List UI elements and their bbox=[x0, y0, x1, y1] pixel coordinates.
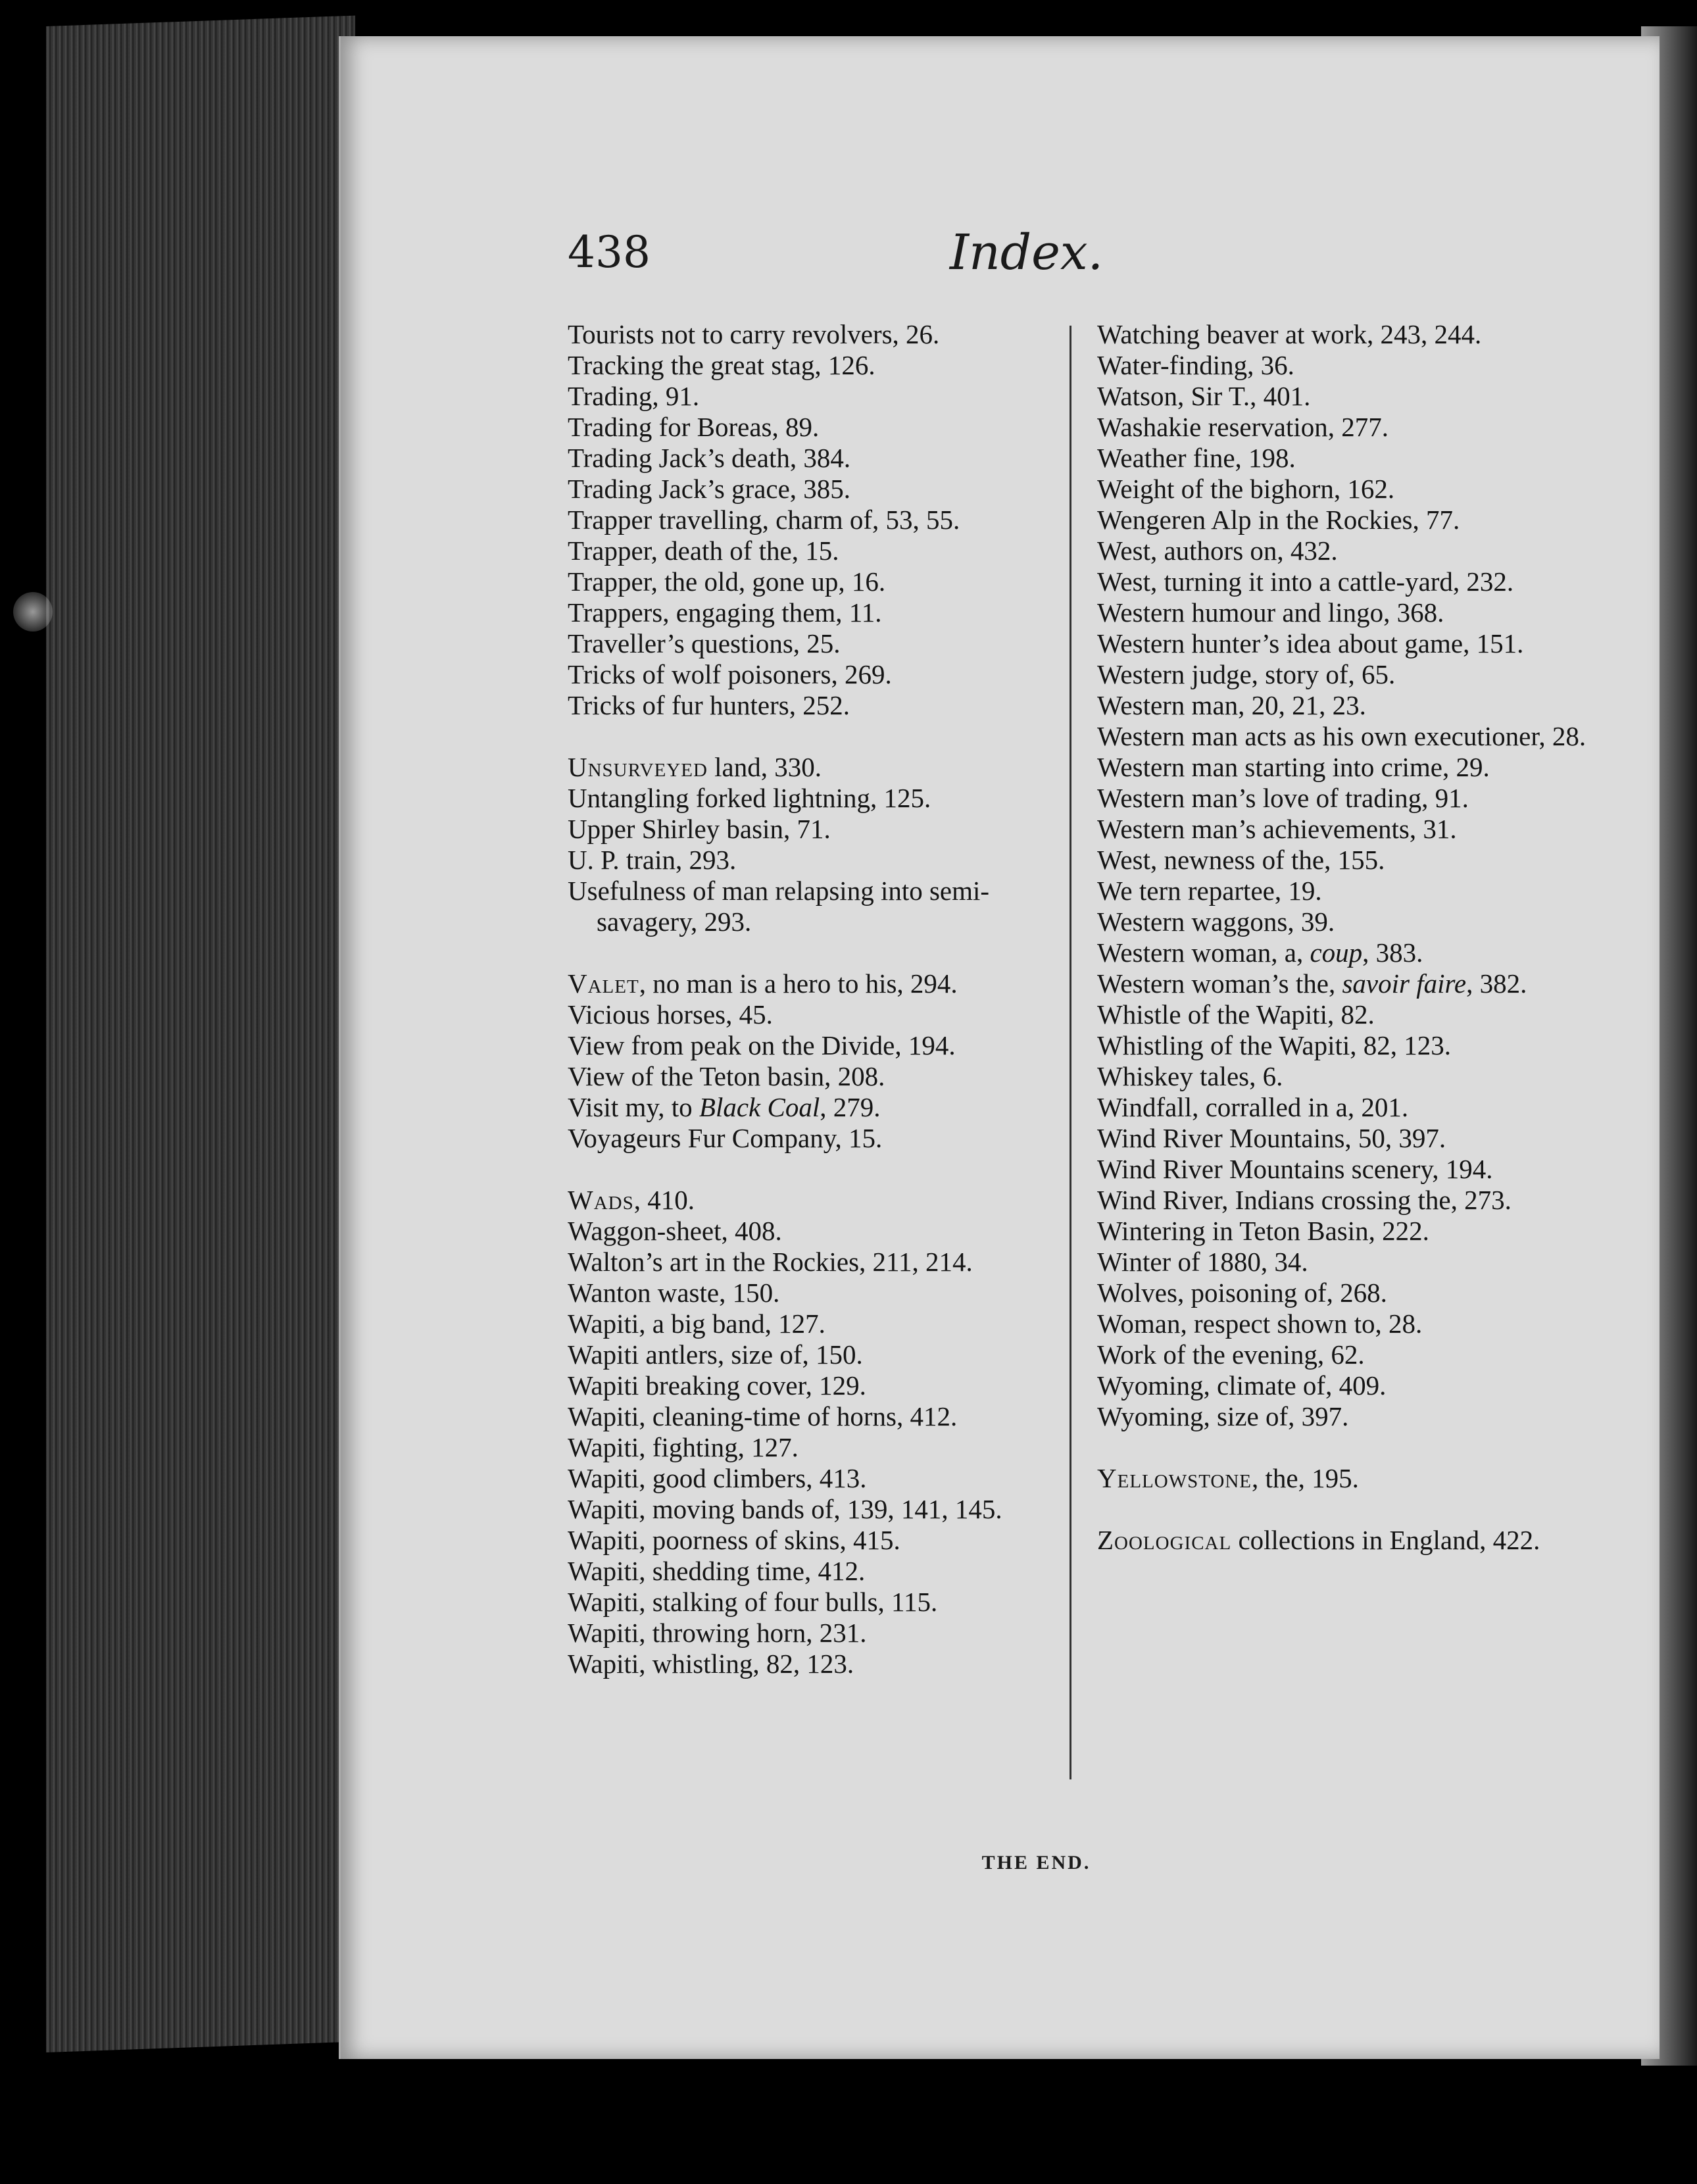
entry-text: land, 330. bbox=[707, 752, 822, 782]
entry-text: Wapiti, moving bands of, 139, 141, 145. bbox=[568, 1494, 1002, 1524]
index-entry bbox=[568, 1185, 1058, 1216]
entry-text: Washakie reservation, 277. bbox=[1097, 412, 1389, 442]
index-entry bbox=[1097, 845, 1597, 876]
entry-text: Work of the evening, 62. bbox=[1097, 1339, 1365, 1370]
entry-text: Usefulness of man relapsing into semi-savagery, 293. bbox=[568, 876, 990, 937]
entry-text: Trappers, engaging them, 11. bbox=[568, 597, 882, 628]
entry-text: , 410. bbox=[633, 1185, 695, 1215]
index-entry bbox=[568, 1587, 1058, 1618]
index-entry bbox=[568, 968, 1058, 999]
entry-text: Wyoming, size of, 397. bbox=[1097, 1401, 1349, 1431]
index-entry bbox=[568, 350, 1058, 381]
index-entry bbox=[568, 1432, 1058, 1463]
section-gap bbox=[568, 1154, 1058, 1185]
entry-text: Western humour and lingo, 368. bbox=[1097, 597, 1444, 628]
index-entry bbox=[568, 845, 1058, 876]
index-entry bbox=[568, 1308, 1058, 1339]
entry-text: West, authors on, 432. bbox=[1097, 535, 1338, 566]
book-edge bbox=[46, 16, 355, 2052]
index-entry bbox=[1097, 1463, 1597, 1494]
entry-text: Western man, 20, 21, 23. bbox=[1097, 690, 1366, 720]
section-gap bbox=[1097, 1432, 1597, 1463]
index-entry bbox=[568, 814, 1058, 845]
entry-text: Visit my, to bbox=[568, 1092, 699, 1122]
entry-text: Whistle of the Wapiti, 82. bbox=[1097, 999, 1375, 1030]
page-number: 438 bbox=[568, 227, 651, 278]
index-entry bbox=[1097, 1247, 1597, 1278]
entry-text: collections in England, 422. bbox=[1231, 1525, 1540, 1555]
index-entry bbox=[1097, 505, 1597, 535]
entry-text: Tricks of wolf poisoners, 269. bbox=[568, 659, 892, 689]
entry-text: Wapiti, whistling, 82, 123. bbox=[568, 1649, 854, 1679]
index-column-left bbox=[568, 319, 1058, 1679]
index-entry bbox=[568, 1278, 1058, 1308]
entry-text: Weather fine, 198. bbox=[1097, 443, 1296, 473]
index-entry bbox=[1097, 814, 1597, 845]
index-entry bbox=[568, 535, 1058, 566]
index-entry bbox=[568, 474, 1058, 505]
entry-lead: Zoological bbox=[1097, 1525, 1232, 1555]
column-divider bbox=[1070, 326, 1071, 1779]
index-entry bbox=[568, 319, 1058, 350]
entry-text: Trading for Boreas, 89. bbox=[568, 412, 820, 442]
index-entry bbox=[1097, 1185, 1597, 1216]
index-entry bbox=[1097, 659, 1597, 690]
entry-text: Windfall, corralled in a, 201. bbox=[1097, 1092, 1409, 1122]
entry-lead: Yellowstone bbox=[1097, 1463, 1252, 1493]
entry-text: Western man’s love of trading, 91. bbox=[1097, 783, 1469, 813]
entry-text: Wapiti, shedding time, 412. bbox=[568, 1556, 866, 1586]
index-entry bbox=[1097, 783, 1597, 814]
index-entry bbox=[1097, 1525, 1597, 1556]
entry-text: Traveller’s questions, 25. bbox=[568, 628, 841, 658]
index-entry bbox=[568, 1216, 1058, 1247]
index-entry bbox=[568, 1649, 1058, 1679]
index-entry bbox=[1097, 1092, 1597, 1123]
index-entry bbox=[568, 1030, 1058, 1061]
entry-text: Western woman’s the, bbox=[1097, 968, 1342, 999]
entry-text: Vicious horses, 45. bbox=[568, 999, 773, 1030]
index-entry bbox=[1097, 474, 1597, 505]
entry-text: Western hunter’s idea about game, 151. bbox=[1097, 628, 1524, 658]
entry-text: Voyageurs Fur Company, 15. bbox=[568, 1123, 883, 1153]
entry-text: Wintering in Teton Basin, 222. bbox=[1097, 1216, 1429, 1246]
index-entry bbox=[1097, 876, 1597, 906]
index-entry bbox=[1097, 597, 1597, 628]
section-gap bbox=[568, 721, 1058, 752]
entry-text: Wapiti breaking cover, 129. bbox=[568, 1370, 866, 1401]
entry-text: Untangling forked lightning, 125. bbox=[568, 783, 931, 813]
entry-text: Walton’s art in the Rockies, 211, 214. bbox=[568, 1247, 973, 1277]
index-entry bbox=[1097, 1339, 1597, 1370]
entry-text: Waggon-sheet, 408. bbox=[568, 1216, 782, 1246]
index-entry bbox=[1097, 999, 1597, 1030]
index-entry bbox=[568, 597, 1058, 628]
index-entry bbox=[568, 628, 1058, 659]
entry-text: Wind River Mountains scenery, 194. bbox=[1097, 1154, 1493, 1184]
index-entry bbox=[568, 1370, 1058, 1401]
entry-tail: , 383. bbox=[1362, 937, 1423, 968]
entry-text: Wolves, poisoning of, 268. bbox=[1097, 1278, 1387, 1308]
entry-tail: , 279. bbox=[820, 1092, 881, 1122]
entry-italic: coup bbox=[1310, 937, 1363, 968]
index-entry bbox=[568, 1339, 1058, 1370]
index-entry bbox=[1097, 1030, 1597, 1061]
entry-text: Winter of 1880, 34. bbox=[1097, 1247, 1308, 1277]
index-entry bbox=[1097, 1123, 1597, 1154]
index-entry bbox=[1097, 752, 1597, 783]
index-entry bbox=[1097, 1216, 1597, 1247]
entry-lead: Unsurveyed bbox=[568, 752, 708, 782]
index-entry bbox=[568, 443, 1058, 474]
entry-text: Trapper travelling, charm of, 53, 55. bbox=[568, 505, 960, 535]
index-entry bbox=[1097, 1370, 1597, 1401]
index-entry bbox=[568, 783, 1058, 814]
entry-text: West, turning it into a cattle-yard, 232. bbox=[1097, 566, 1514, 597]
entry-text: Wapiti, fighting, 127. bbox=[568, 1432, 799, 1462]
index-entry bbox=[568, 876, 1058, 937]
entry-text: Wengeren Alp in the Rockies, 77. bbox=[1097, 505, 1460, 535]
entry-text: Wind River, Indians crossing the, 273. bbox=[1097, 1185, 1512, 1215]
index-entry bbox=[1097, 319, 1597, 350]
index-entry bbox=[1097, 628, 1597, 659]
index-entry bbox=[568, 1401, 1058, 1432]
index-entry bbox=[568, 1247, 1058, 1278]
book-page bbox=[339, 36, 1660, 2059]
index-entry bbox=[1097, 968, 1597, 999]
index-entry bbox=[568, 1092, 1058, 1123]
the-end: THE END. bbox=[981, 1852, 1091, 1874]
index-entry bbox=[1097, 350, 1597, 381]
index-entry bbox=[1097, 566, 1597, 597]
entry-text: , the, 195. bbox=[1252, 1463, 1359, 1493]
index-entry bbox=[568, 999, 1058, 1030]
entry-text: Upper Shirley basin, 71. bbox=[568, 814, 831, 844]
entry-text: Western man acts as his own executioner, 28. bbox=[1097, 721, 1586, 751]
entry-text: Tourists not to carry revolvers, 26. bbox=[568, 319, 940, 349]
entry-tail: , 382. bbox=[1466, 968, 1527, 999]
index-entry bbox=[1097, 1308, 1597, 1339]
index-entry bbox=[1097, 937, 1597, 968]
entry-text: Tricks of fur hunters, 252. bbox=[568, 690, 850, 720]
index-entry bbox=[1097, 535, 1597, 566]
entry-text: Trapper, the old, gone up, 16. bbox=[568, 566, 886, 597]
entry-text: Trading Jack’s grace, 385. bbox=[568, 474, 851, 504]
entry-text: , no man is a hero to his, 294. bbox=[639, 968, 958, 999]
entry-italic: Black Coal bbox=[699, 1092, 820, 1122]
entry-text: Wind River Mountains, 50, 397. bbox=[1097, 1123, 1446, 1153]
entry-text: Wapiti antlers, size of, 150. bbox=[568, 1339, 863, 1370]
entry-text: Wapiti, cleaning-time of horns, 412. bbox=[568, 1401, 958, 1431]
entry-text: Wyoming, climate of, 409. bbox=[1097, 1370, 1387, 1401]
index-entry bbox=[568, 1556, 1058, 1587]
entry-text: Woman, respect shown to, 28. bbox=[1097, 1308, 1423, 1339]
entry-text: Trapper, death of the, 15. bbox=[568, 535, 839, 566]
index-entry bbox=[1097, 1061, 1597, 1092]
entry-text: We tern repartee, 19. bbox=[1097, 876, 1322, 906]
index-entry bbox=[568, 1618, 1058, 1649]
entry-text: West, newness of the, 155. bbox=[1097, 845, 1385, 875]
entry-text: Western man’s achievements, 31. bbox=[1097, 814, 1457, 844]
entry-text: Western judge, story of, 65. bbox=[1097, 659, 1396, 689]
index-entry bbox=[1097, 1401, 1597, 1432]
index-entry bbox=[568, 412, 1058, 443]
index-entry bbox=[568, 690, 1058, 721]
page-header bbox=[341, 214, 1660, 286]
entry-text: Tracking the great stag, 126. bbox=[568, 350, 875, 380]
entry-text: U. P. train, 293. bbox=[568, 845, 737, 875]
entry-text: Whiskey tales, 6. bbox=[1097, 1061, 1283, 1091]
entry-text: Western woman, a, bbox=[1097, 937, 1310, 968]
index-entry bbox=[1097, 1278, 1597, 1308]
entry-text: Whistling of the Wapiti, 82, 123. bbox=[1097, 1030, 1452, 1060]
entry-text: Wapiti, poorness of skins, 415. bbox=[568, 1525, 900, 1555]
page-title: Index. bbox=[949, 224, 1104, 281]
index-entry bbox=[1097, 721, 1597, 752]
entry-italic: savoir faire bbox=[1342, 968, 1467, 999]
entry-text: Wanton waste, 150. bbox=[568, 1278, 780, 1308]
entry-text: Trading, 91. bbox=[568, 381, 700, 411]
entry-lead: Wads bbox=[568, 1185, 634, 1215]
index-entry bbox=[568, 1494, 1058, 1525]
entry-text: Wapiti, throwing horn, 231. bbox=[568, 1618, 867, 1648]
index-entry bbox=[568, 1525, 1058, 1556]
entry-text: Wapiti, a big band, 127. bbox=[568, 1308, 825, 1339]
entry-text: Western waggons, 39. bbox=[1097, 906, 1335, 937]
entry-text: Trading Jack’s death, 384. bbox=[568, 443, 851, 473]
index-entry bbox=[568, 1061, 1058, 1092]
entry-text: Wapiti, stalking of four bulls, 115. bbox=[568, 1587, 938, 1617]
index-column-right bbox=[1097, 319, 1597, 1556]
section-gap bbox=[568, 937, 1058, 968]
entry-text: Western man starting into crime, 29. bbox=[1097, 752, 1490, 782]
index-entry bbox=[568, 1123, 1058, 1154]
index-entry bbox=[1097, 381, 1597, 412]
index-entry bbox=[568, 1463, 1058, 1494]
entry-lead: Valet bbox=[568, 968, 639, 999]
index-entry bbox=[1097, 906, 1597, 937]
section-gap bbox=[1097, 1494, 1597, 1525]
entry-text: Water-finding, 36. bbox=[1097, 350, 1294, 380]
entry-text: View from peak on the Divide, 194. bbox=[568, 1030, 956, 1060]
entry-text: Weight of the bighorn, 162. bbox=[1097, 474, 1395, 504]
entry-text: Watching beaver at work, 243, 244. bbox=[1097, 319, 1482, 349]
index-entry bbox=[568, 505, 1058, 535]
index-entry bbox=[1097, 690, 1597, 721]
index-entry bbox=[568, 566, 1058, 597]
index-entry bbox=[568, 381, 1058, 412]
entry-text: Wapiti, good climbers, 413. bbox=[568, 1463, 867, 1493]
entry-text: Watson, Sir T., 401. bbox=[1097, 381, 1311, 411]
index-entry bbox=[1097, 443, 1597, 474]
scan-smudge bbox=[13, 592, 53, 632]
index-entry bbox=[1097, 412, 1597, 443]
entry-text: View of the Teton basin, 208. bbox=[568, 1061, 885, 1091]
index-entry bbox=[568, 659, 1058, 690]
index-entry bbox=[1097, 1154, 1597, 1185]
index-entry bbox=[568, 752, 1058, 783]
